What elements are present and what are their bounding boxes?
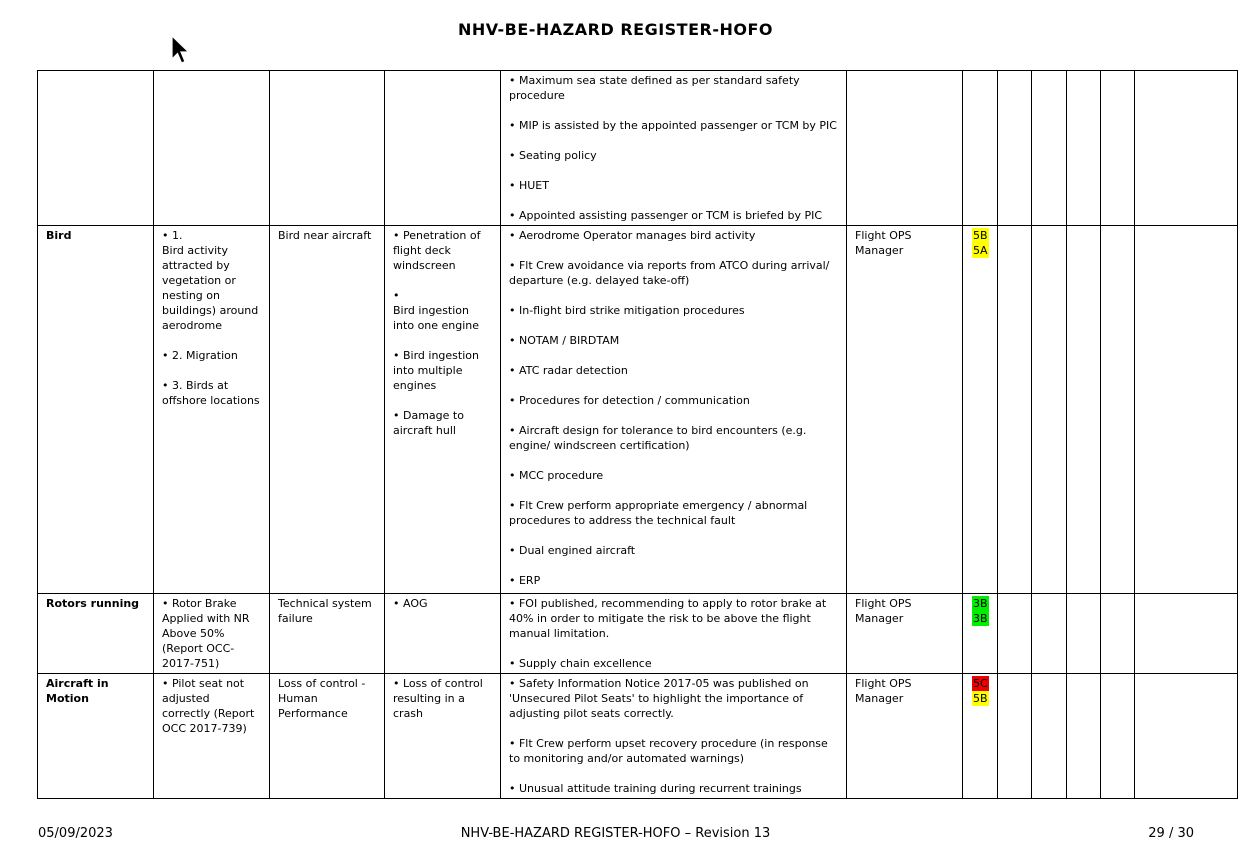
- causes-cell: [154, 71, 270, 226]
- empty-cell: [1135, 674, 1238, 799]
- risk-rating-cell: [963, 71, 998, 226]
- risk-rating-badge: 5C: [973, 677, 988, 690]
- footer-document-revision: NHV-BE-HAZARD REGISTER-HOFO – Revision 13: [460, 826, 771, 841]
- consequence-item: • Damage to aircraft hull: [393, 409, 464, 437]
- page-title: NHV-BE-HAZARD REGISTER-HOFO: [457, 20, 774, 39]
- owner-cell-text: Flight OPS Manager: [855, 229, 912, 257]
- control-item: • Flt Crew perform upset recovery procedure (in response to monitoring and/or automated warnings): [509, 737, 828, 765]
- empty-cell: [998, 674, 1032, 799]
- control-item: • MIP is assisted by the appointed passenger or TCM by PIC: [509, 119, 837, 132]
- empty-cell: [1032, 71, 1067, 226]
- control-item: • Supply chain excellence: [509, 657, 652, 670]
- causes-cell: [154, 674, 270, 799]
- cause-item: • Pilot seat not adjusted correctly (Report OCC 2017-739): [162, 677, 255, 735]
- control-item: • Maximum sea state defined as per standard safety procedure: [509, 74, 800, 102]
- empty-cell: [1101, 674, 1135, 799]
- empty-cell: [1032, 594, 1067, 674]
- empty-cell: [1135, 226, 1238, 594]
- hazard-row: [38, 226, 1238, 594]
- control-item: • HUET: [509, 179, 549, 192]
- cause-item: • Rotor Brake Applied with NR Above 50% (Report OCC-2017-751): [162, 597, 250, 670]
- owner-cell: [847, 71, 963, 226]
- top-event-cell-text: Bird near aircraft: [278, 229, 372, 242]
- hazard-cell: [38, 71, 154, 226]
- control-item: • Seating policy: [509, 149, 597, 162]
- owner-cell: [847, 226, 963, 594]
- control-item: • Procedures for detection / communication: [509, 394, 750, 407]
- cause-item: • 2. Migration: [162, 349, 238, 362]
- top-event-cell-text: Technical system failure: [278, 597, 372, 625]
- control-item: • MCC procedure: [509, 469, 604, 482]
- controls-cell: [501, 71, 847, 226]
- empty-cell: [998, 594, 1032, 674]
- cause-item: • 3. Birds at offshore locations: [162, 379, 260, 407]
- hazard-register-body: [38, 71, 1238, 799]
- hazard-row: [38, 674, 1238, 799]
- control-item: • Dual engined aircraft: [509, 544, 636, 557]
- owner-cell: [847, 594, 963, 674]
- risk-rating-cell: [963, 674, 998, 799]
- empty-cell: [1101, 594, 1135, 674]
- hazard-cell-text: Aircraft in Motion: [46, 677, 109, 705]
- top-event-cell: [270, 674, 385, 799]
- risk-rating-badge: 5B: [973, 692, 988, 705]
- controls-cell: [501, 674, 847, 799]
- control-item: • Appointed assisting passenger or TCM is briefed by PIC: [509, 209, 823, 222]
- mouse-pointer-icon: [170, 35, 192, 67]
- top-event-cell: [270, 71, 385, 226]
- empty-cell: [1067, 674, 1101, 799]
- control-item: • NOTAM / BIRDTAM: [509, 334, 620, 347]
- control-item: • FOI published, recommending to apply to rotor brake at 40% in order to mitigate the risk to be above the flight manual limitation.: [509, 597, 827, 640]
- control-item: • Flt Crew perform appropriate emergency / abnormal procedures to address the technical fault: [509, 499, 808, 527]
- consequence-item: • Bird ingestion into multiple engines: [393, 349, 479, 392]
- empty-cell: [1135, 71, 1238, 226]
- risk-rating-cell: [963, 594, 998, 674]
- risk-rating-badge: 3B: [973, 597, 988, 610]
- owner-cell-text: Flight OPS Manager: [855, 677, 912, 705]
- control-item: • Aircraft design for tolerance to bird encounters (e.g. engine/ windscreen certification): [509, 424, 807, 452]
- risk-rating-badge: 3B: [973, 612, 988, 625]
- control-item: • ATC radar detection: [509, 364, 628, 377]
- top-event-cell: [270, 594, 385, 674]
- hazard-cell-text: Rotors running: [46, 597, 140, 610]
- owner-cell-text: Flight OPS Manager: [855, 597, 912, 625]
- hazard-row: [38, 71, 1238, 226]
- cause-item: • 1. Bird activity attracted by vegetation or nesting on buildings) around aerodrome: [162, 229, 259, 332]
- empty-cell: [1032, 674, 1067, 799]
- owner-cell: [847, 674, 963, 799]
- empty-cell: [1067, 594, 1101, 674]
- consequences-cell: [385, 71, 501, 226]
- empty-cell: [1032, 226, 1067, 594]
- control-item: • Safety Information Notice 2017-05 was published on 'Unsecured Pilot Seats' to highlight the importance of adjusting pilot seats correctly.: [509, 677, 809, 720]
- footer-date: 05/09/2023: [38, 826, 113, 841]
- consequences-cell: [385, 226, 501, 594]
- control-item: • Flt Crew avoidance via reports from ATCO during arrival/ departure (e.g. delayed take-off): [509, 259, 830, 287]
- empty-cell: [1067, 226, 1101, 594]
- empty-cell: [1101, 226, 1135, 594]
- control-item: • Aerodrome Operator manages bird activity: [509, 229, 756, 242]
- consequences-cell: [385, 594, 501, 674]
- consequence-item: • Penetration of flight deck windscreen: [393, 229, 481, 272]
- consequence-item: • Bird ingestion into one engine: [393, 289, 480, 332]
- risk-rating-cell: [963, 226, 998, 594]
- risk-rating-badge: 5A: [973, 244, 988, 257]
- hazard-cell: [38, 594, 154, 674]
- controls-cell: [501, 594, 847, 674]
- consequence-item: • AOG: [393, 597, 428, 610]
- empty-cell: [998, 71, 1032, 226]
- hazard-cell: [38, 226, 154, 594]
- consequences-cell: [385, 674, 501, 799]
- controls-cell: [501, 226, 847, 594]
- hazard-cell: [38, 674, 154, 799]
- empty-cell: [998, 226, 1032, 594]
- hazard-register-table: [37, 70, 1238, 799]
- empty-cell: [1067, 71, 1101, 226]
- control-item: • Unusual attitude training during recurrent trainings: [509, 782, 802, 795]
- control-item: • ERP: [509, 574, 541, 587]
- top-event-cell: [270, 226, 385, 594]
- causes-cell: [154, 594, 270, 674]
- causes-cell: [154, 226, 270, 594]
- footer-page-number: 29 / 30: [1148, 826, 1194, 841]
- empty-cell: [1101, 71, 1135, 226]
- hazard-cell-text: Bird: [46, 229, 72, 242]
- consequence-item: • Loss of control resulting in a crash: [393, 677, 483, 720]
- risk-rating-badge: 5B: [973, 229, 988, 242]
- empty-cell: [1135, 594, 1238, 674]
- control-item: • In-flight bird strike mitigation procedures: [509, 304, 745, 317]
- top-event-cell-text: Loss of control - Human Performance: [278, 677, 366, 720]
- hazard-row: [38, 594, 1238, 674]
